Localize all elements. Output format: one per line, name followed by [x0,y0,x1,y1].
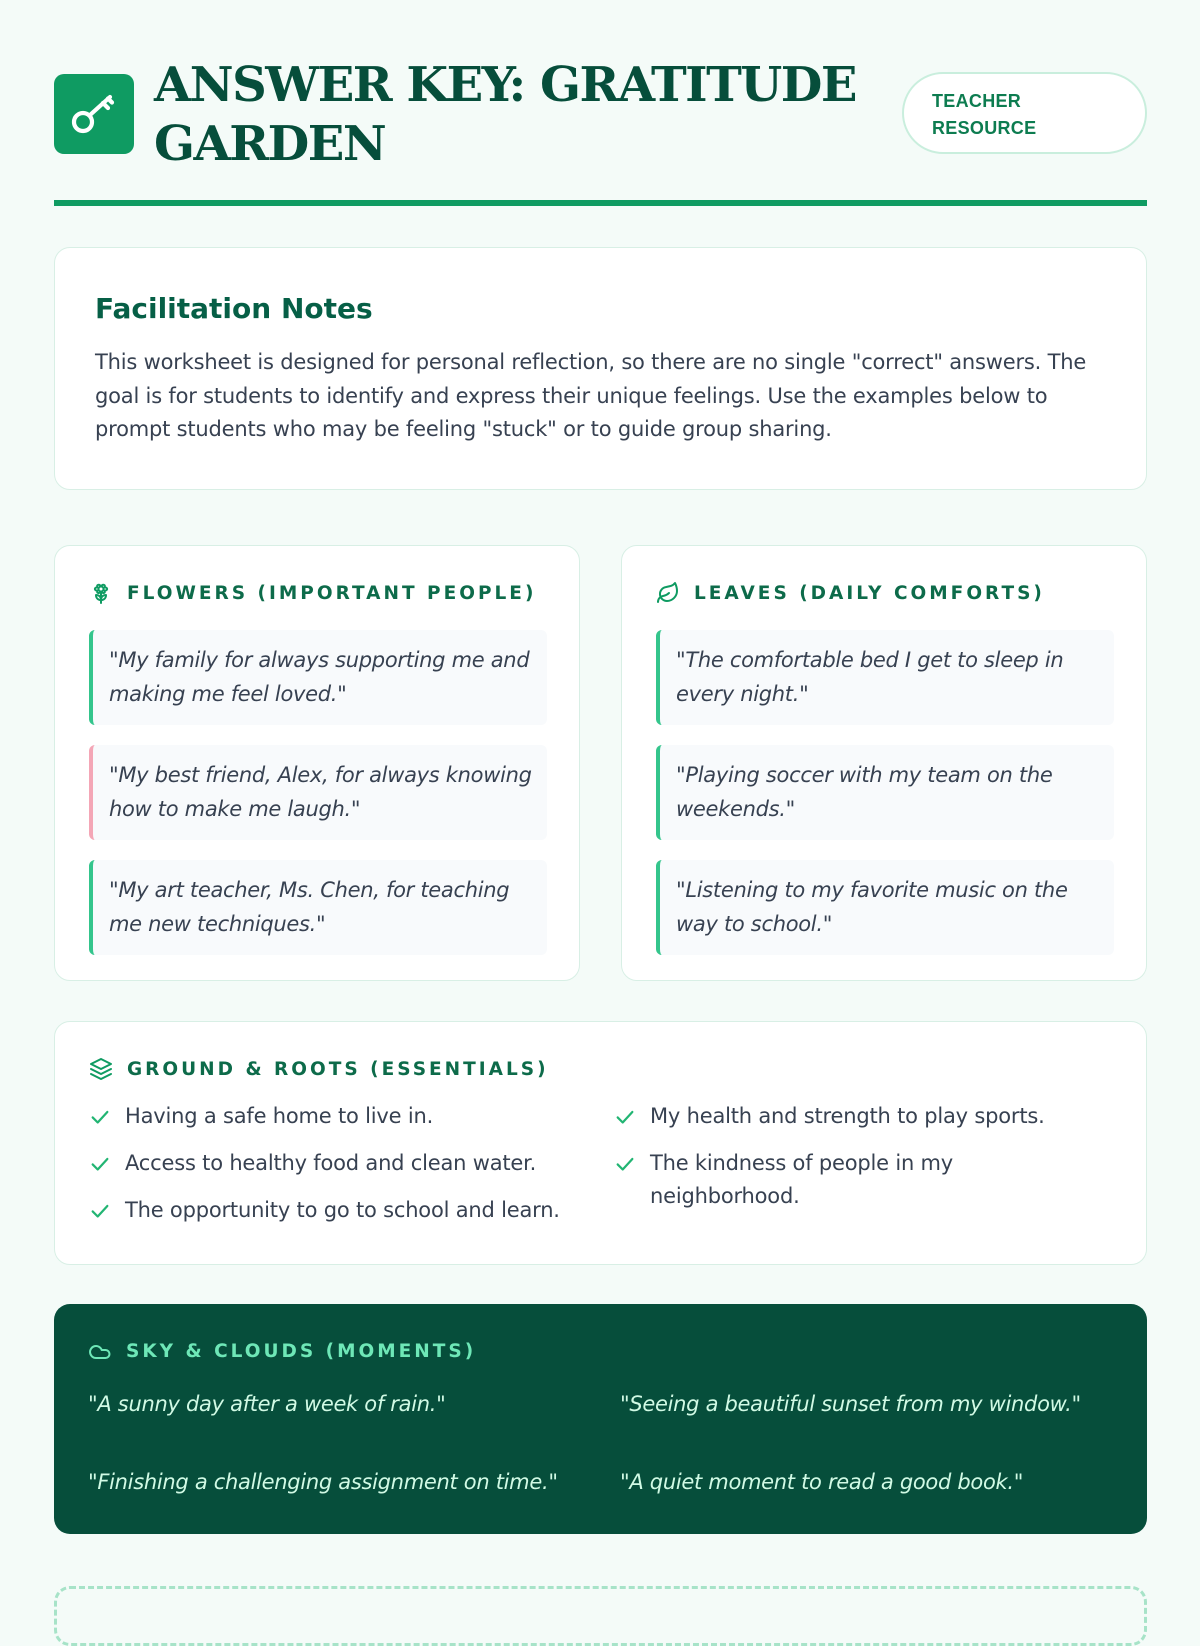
roots-list [89,1100,1112,1241]
header [54,56,1147,176]
roots-item [89,1147,614,1180]
check-icon [614,1153,636,1175]
facilitation-notes-card [54,247,1147,490]
key-badge [54,74,134,154]
check-icon [89,1106,111,1128]
flower-quote-2: "My best friend, Alex, for always knowing how to make me laugh." [89,745,547,840]
sky-card [54,1304,1147,1534]
roots-column-left [89,1100,614,1241]
leaf-icon [656,581,680,605]
roots-column-right [614,1100,1084,1241]
roots-item-text: The opportunity to go to school and learn. [125,1198,560,1222]
roots-item [614,1147,1084,1213]
roots-item [89,1100,614,1133]
leaves-heading-text: LEAVES (DAILY COMFORTS) [694,582,1045,604]
flowers-heading [89,578,545,608]
teacher-resource-badge: TEACHER RESOURCE [902,72,1147,154]
roots-heading-text: GROUND & ROOTS (ESSENTIALS) [127,1058,549,1080]
roots-item-text: My health and strength to play sports. [650,1104,1045,1128]
header-divider [54,200,1147,206]
roots-item [614,1100,1084,1133]
sky-heading [88,1336,1113,1366]
check-icon [614,1106,636,1128]
sky-heading-text: SKY & CLOUDS (MOMENTS) [126,1340,477,1362]
roots-card [54,1021,1147,1265]
leaves-heading [656,578,1112,608]
leaf-quote-3: "Listening to my favorite music on the way to school." [656,860,1114,955]
leaf-quote-2: "Playing soccer with my team on the weekends." [656,745,1114,840]
roots-item-text: The kindness of people in my neighborhood. [650,1151,954,1208]
flower-icon [89,581,113,605]
roots-heading [89,1054,1112,1084]
leaf-quote-1: "The comfortable bed I get to sleep in every night." [656,630,1114,725]
flower-quote-3: "My art teacher, Ms. Chen, for teaching me new techniques." [89,860,547,955]
check-icon [89,1153,111,1175]
check-icon [89,1200,111,1222]
sky-item: "Seeing a beautiful sunset from my window." [620,1392,1081,1416]
sky-item: "Finishing a challenging assignment on time." [88,1470,558,1494]
flower-quote-1: "My family for always supporting me and making me feel loved." [89,630,547,725]
roots-item-text: Having a safe home to live in. [125,1104,434,1128]
notes-body: This worksheet is designed for personal reflection, so there are no single "correct" answers. The goal is for students to identify and express their unique feelings. Use the examples below to prompt students who may be feeling "stuck" or to guide group sharing. [95,350,1087,441]
sky-item: "A sunny day after a week of rain." [88,1392,446,1416]
sky-item: "A quiet moment to read a good book." [620,1470,1024,1494]
roots-item [89,1194,614,1227]
key-icon [68,88,120,140]
roots-item-text: Access to healthy food and clean water. [125,1151,537,1175]
flowers-card [54,545,580,981]
sky-list [88,1386,1113,1500]
layers-icon [89,1057,113,1081]
notes-heading: Facilitation Notes [95,292,373,325]
leaves-card [621,545,1147,981]
dashed-section-border [54,1586,1147,1646]
flowers-heading-text: FLOWERS (IMPORTANT PEOPLE) [127,582,537,604]
page-title: ANSWER KEY: GRATITUDE GARDEN [154,57,856,172]
cloud-icon [88,1339,112,1363]
